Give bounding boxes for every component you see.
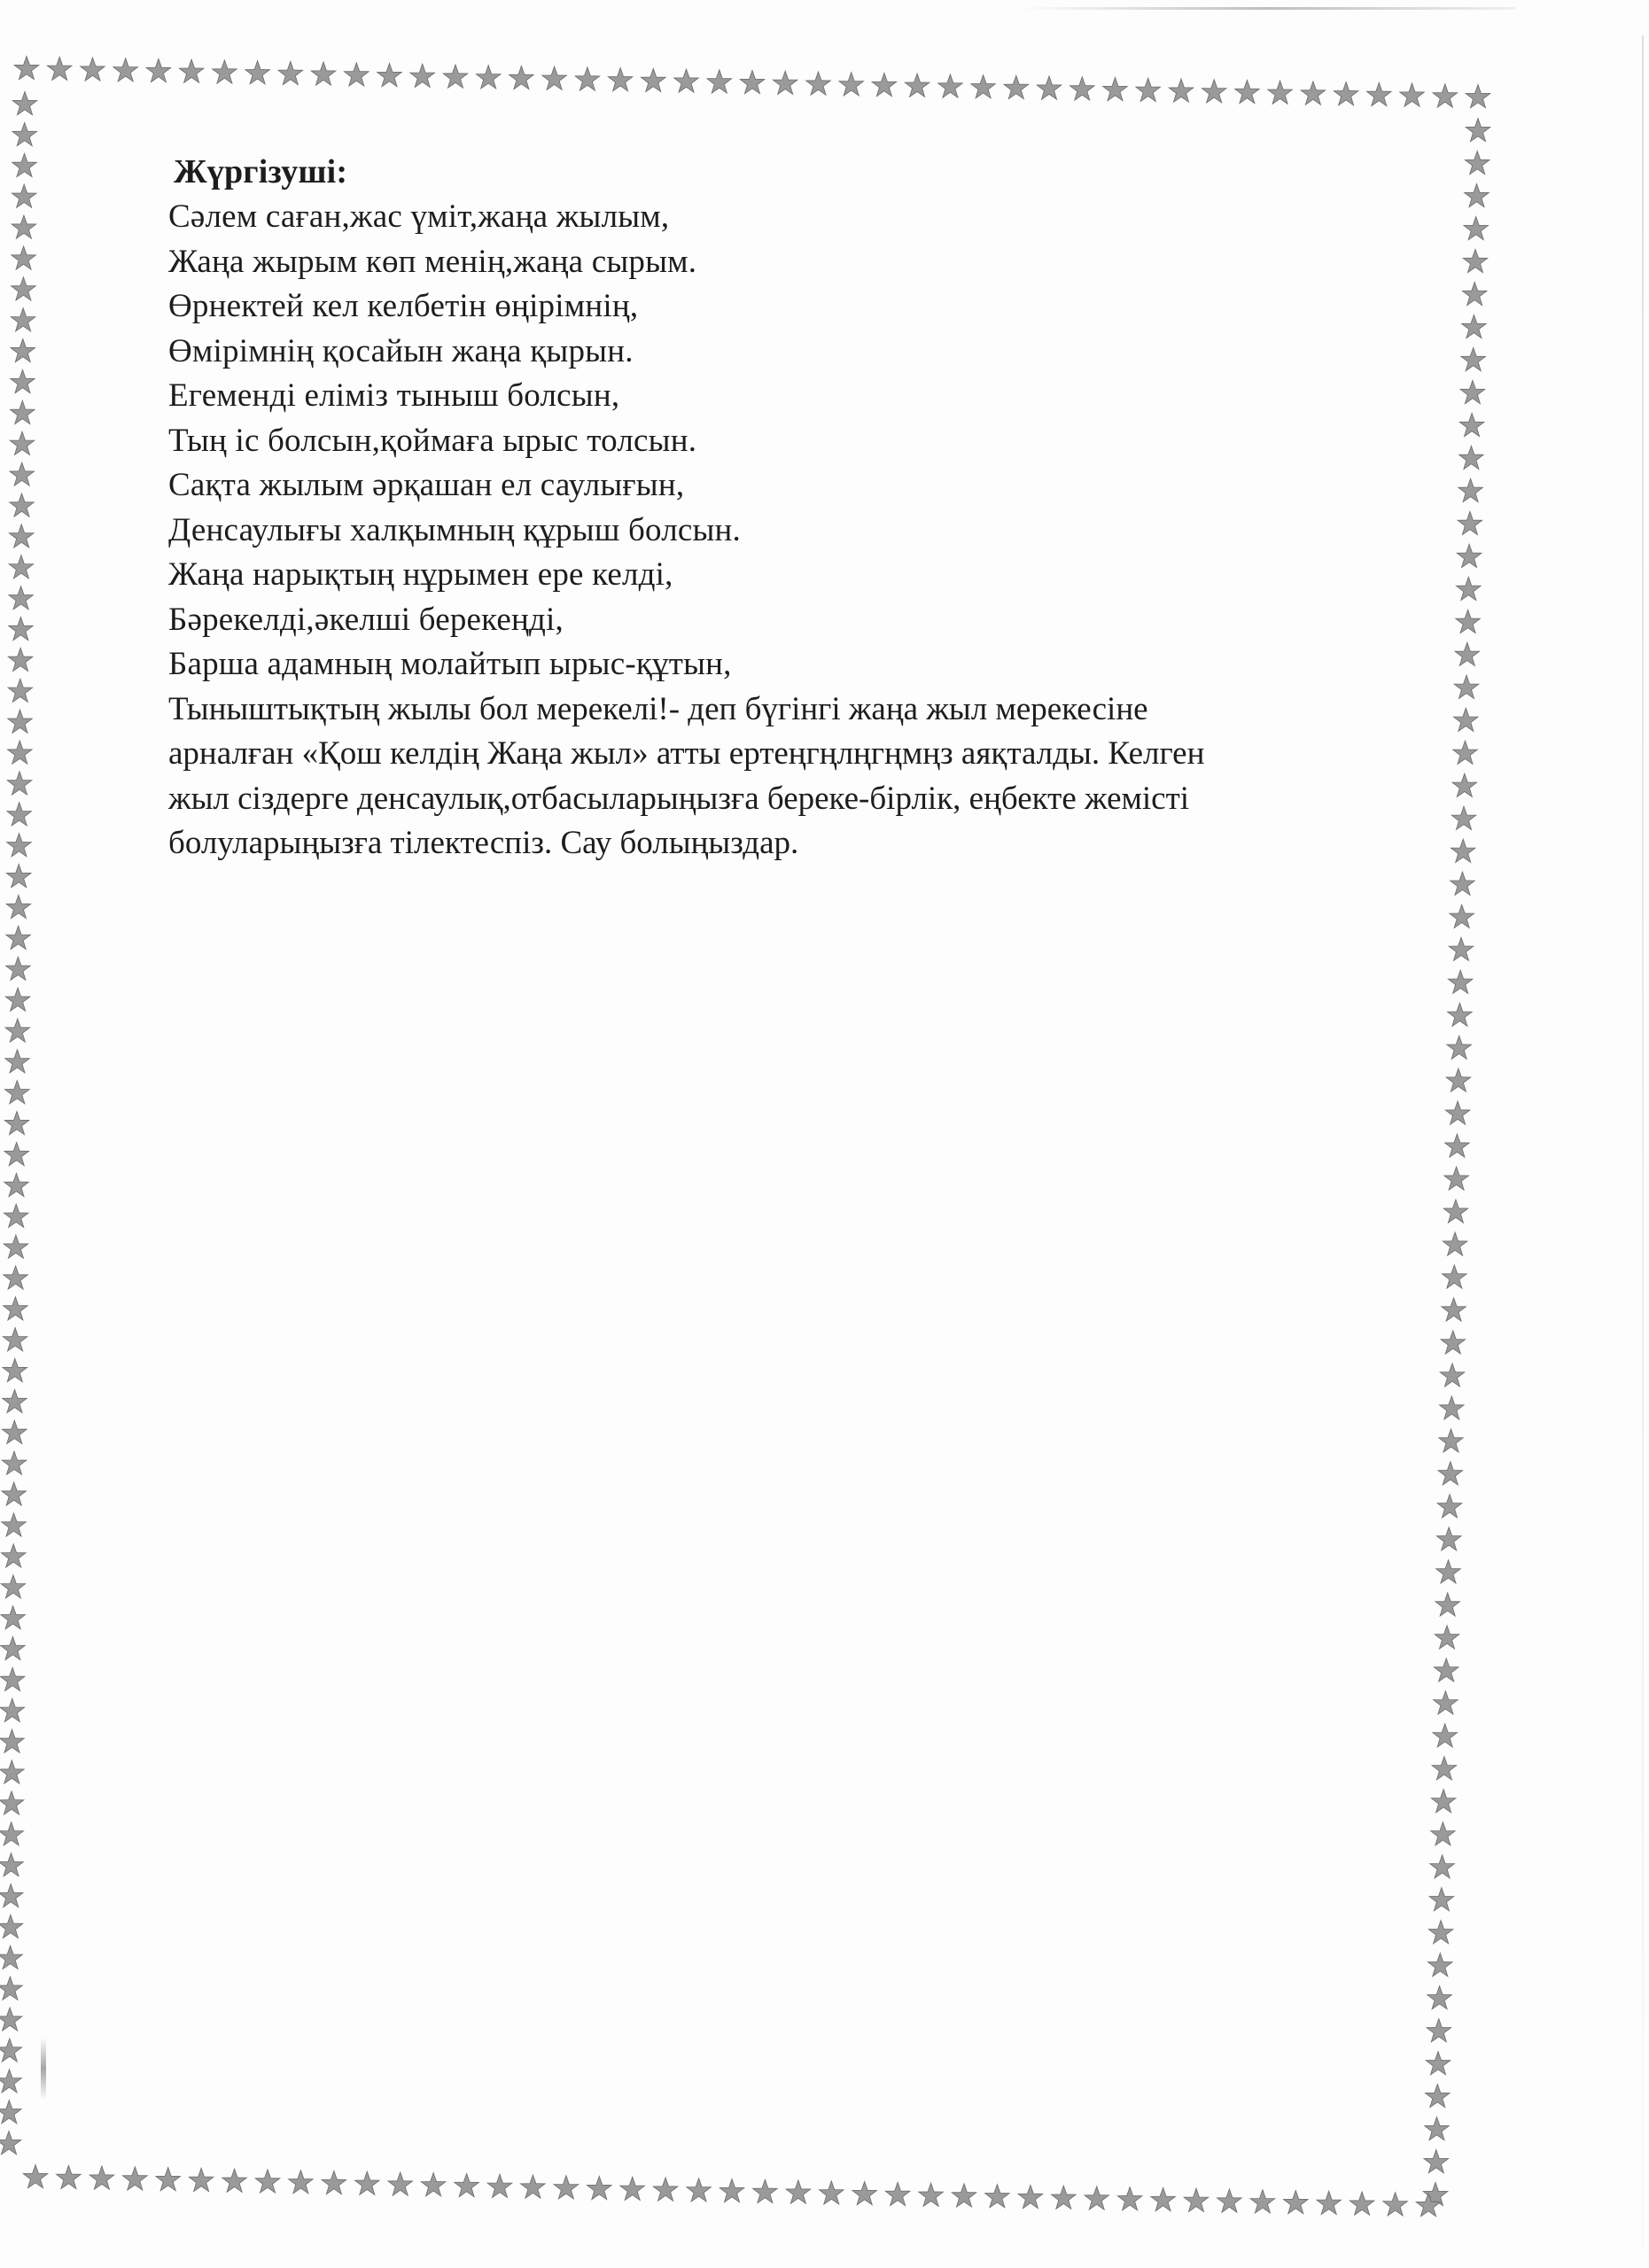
star-icon — [1334, 82, 1358, 105]
star-icon — [1136, 78, 1161, 101]
star-icon — [12, 184, 36, 207]
star-icon — [1, 1544, 26, 1567]
speaker-heading: Жүргізуші: — [174, 153, 348, 190]
star-icon — [1441, 1331, 1466, 1354]
star-icon — [11, 400, 35, 423]
star-icon — [1445, 1101, 1470, 1124]
star-icon — [1444, 1167, 1469, 1190]
star-icon — [0, 2070, 21, 2093]
poem-line: Барша адамның молайтып ырыс-құтын, — [168, 646, 732, 682]
star-icon — [1151, 2187, 1176, 2210]
star-icon — [6, 865, 31, 888]
star-icon — [12, 277, 36, 300]
star-icon — [0, 1667, 25, 1690]
star-icon — [938, 74, 963, 97]
star-icon — [971, 75, 996, 98]
star-icon — [3, 1359, 27, 1382]
star-icon — [1433, 84, 1458, 107]
star-icon — [952, 2184, 976, 2207]
star-icon — [10, 493, 35, 517]
star-icon — [0, 1791, 24, 1814]
star-icon — [1465, 184, 1490, 207]
star-icon — [9, 524, 34, 548]
star-icon — [1462, 315, 1487, 338]
star-icon — [1450, 905, 1474, 928]
star-icon — [1454, 675, 1479, 698]
star-icon — [0, 1729, 24, 1752]
star-icon — [1452, 773, 1477, 796]
star-icon — [9, 617, 34, 640]
star-icon — [1426, 2085, 1451, 2108]
star-icon — [687, 2179, 712, 2202]
poem-line: Өрнектей кел келбетін өңірімнің, — [168, 288, 639, 324]
star-icon — [4, 1235, 28, 1258]
star-icon — [2, 1451, 27, 1474]
star-icon — [1456, 610, 1481, 633]
star-icon — [8, 679, 33, 702]
star-icon — [322, 2171, 346, 2194]
star-icon — [707, 70, 732, 93]
star-icon — [5, 1050, 30, 1073]
star-icon — [3, 1420, 27, 1443]
star-icon — [1455, 642, 1480, 665]
star-icon — [1451, 839, 1475, 862]
star-icon — [1284, 2191, 1309, 2214]
star-icon — [0, 1946, 22, 1969]
star-icon — [1427, 1986, 1452, 2009]
star-icon — [0, 1884, 23, 1907]
star-icon — [4, 1142, 29, 1165]
star-icon — [1440, 1363, 1465, 1386]
star-icon — [5, 1019, 30, 1042]
star-icon — [0, 1915, 23, 1938]
star-icon — [620, 2177, 645, 2200]
star-icon — [81, 58, 105, 81]
star-icon — [1460, 380, 1485, 403]
star-icon — [377, 64, 402, 87]
star-icon — [642, 68, 666, 91]
star-icon — [1454, 708, 1479, 731]
star-icon — [4, 1173, 29, 1196]
star-icon — [0, 1760, 24, 1783]
star-icon — [1448, 970, 1473, 993]
star-icon — [1443, 1232, 1467, 1255]
poem-line: Тың іс болсын,қоймаға ырыс толсын. — [168, 422, 697, 459]
star-icon — [753, 2179, 778, 2202]
star-icon — [345, 63, 369, 86]
star-icon — [885, 2182, 910, 2205]
star-icon — [1434, 1658, 1458, 1682]
star-icon — [1436, 1560, 1461, 1583]
star-icon — [455, 2173, 479, 2196]
star-icon — [311, 62, 336, 85]
star-icon — [839, 73, 864, 96]
star-icon — [1443, 1200, 1468, 1223]
star-icon — [1457, 577, 1482, 600]
star-icon — [1448, 1003, 1473, 1026]
star-icon — [113, 58, 138, 82]
star-icon — [443, 65, 468, 88]
star-icon — [1431, 1822, 1456, 1845]
star-icon — [0, 2039, 22, 2062]
closing-line: Тыныштықтың жылы бол мерекелі!- деп бүгінгі жаңа жыл мерекесіне — [168, 690, 1148, 727]
star-icon — [674, 69, 699, 92]
star-icon — [9, 555, 34, 579]
star-icon — [852, 2182, 877, 2205]
star-icon — [554, 2176, 579, 2199]
poem-line: Сақта жылым әрқашан ел саулығын, — [168, 467, 685, 503]
poem-text — [168, 195, 1391, 687]
star-icon — [0, 2008, 22, 2031]
star-icon — [487, 2174, 512, 2197]
star-icon — [4, 1297, 28, 1320]
star-icon — [179, 59, 204, 82]
star-icon — [1301, 82, 1326, 105]
star-icon — [1367, 82, 1392, 105]
star-icon — [1451, 872, 1475, 895]
star-icon — [1426, 2052, 1451, 2075]
star-icon — [8, 648, 33, 671]
star-icon — [1425, 2117, 1450, 2140]
star-icon — [1465, 151, 1490, 175]
star-icon — [587, 2177, 612, 2200]
star-icon — [12, 92, 37, 115]
closing-paragraph — [168, 687, 1391, 866]
star-icon — [0, 2101, 21, 2124]
star-icon — [1350, 2192, 1374, 2215]
star-icon — [872, 73, 897, 96]
star-icon — [123, 2167, 148, 2190]
poem-line: Жаңа жырым көп менің,жаңа сырым. — [168, 243, 697, 280]
star-icon — [1429, 1888, 1454, 1911]
star-icon — [1184, 2188, 1209, 2211]
star-icon — [806, 72, 831, 95]
star-icon — [1430, 1855, 1455, 1878]
star-icon — [12, 122, 37, 145]
star-icon — [521, 2175, 546, 2198]
star-icon — [1436, 1527, 1461, 1550]
star-icon — [1463, 249, 1488, 272]
star-icon — [1439, 1429, 1464, 1452]
star-icon — [1442, 1298, 1466, 1321]
star-icon — [1435, 1626, 1459, 1649]
star-icon — [1438, 1462, 1463, 1485]
star-icon — [245, 61, 270, 84]
star-icon — [820, 2181, 844, 2204]
star-icon — [1085, 2186, 1109, 2210]
star-icon — [1169, 79, 1194, 102]
star-icon — [1458, 511, 1482, 534]
poem-line: Өмірімнің қосайын жаңа қырын. — [168, 332, 634, 369]
poem-line: Бәрекелді,әкелші берекеңді, — [168, 601, 564, 638]
star-icon — [289, 2171, 314, 2194]
star-icon — [1459, 413, 1484, 436]
closing-line: болуларыңызға тілектеспіз. Сау болыңыздар. — [168, 825, 799, 861]
star-icon — [985, 2185, 1010, 2208]
star-icon — [5, 1081, 30, 1104]
star-icon — [2, 1482, 27, 1505]
star-icon — [1458, 478, 1483, 501]
star-icon — [1435, 1593, 1460, 1616]
star-icon — [6, 926, 31, 949]
star-icon — [1317, 2191, 1342, 2214]
star-icon — [421, 2173, 446, 2196]
star-icon — [1070, 77, 1095, 100]
star-icon — [1432, 1757, 1457, 1780]
star-icon — [222, 2169, 247, 2192]
star-icon — [11, 339, 35, 362]
star-icon — [388, 2172, 413, 2195]
star-icon — [11, 369, 35, 392]
star-icon — [1447, 1036, 1472, 1059]
star-icon — [1461, 347, 1486, 370]
star-icon — [4, 1112, 29, 1135]
star-icon — [1037, 76, 1062, 99]
star-icon — [575, 67, 600, 90]
star-icon — [1117, 2187, 1142, 2210]
star-icon — [1440, 1396, 1465, 1419]
star-icon — [11, 308, 35, 331]
star-icon — [0, 1853, 23, 1876]
star-icon — [156, 2168, 181, 2191]
poem-line: Сәлем саған,жас үміт,жаңа жылым, — [168, 198, 670, 235]
star-icon — [1446, 1068, 1471, 1091]
star-icon — [905, 74, 930, 97]
star-icon — [2, 1513, 27, 1536]
poem-line: Жаңа нарықтың нұрымен ере келді, — [168, 556, 673, 593]
star-icon — [47, 57, 72, 80]
star-icon — [10, 431, 35, 454]
star-icon — [8, 710, 33, 733]
star-icon — [1457, 544, 1482, 567]
star-icon — [1437, 1495, 1462, 1518]
star-icon — [542, 66, 567, 89]
star-icon — [1103, 78, 1128, 101]
star-icon — [1250, 2190, 1275, 2213]
poem-line: Денсаулығы халқымның құрыш болсын. — [168, 511, 742, 548]
star-icon — [6, 957, 31, 980]
star-icon — [355, 2171, 380, 2194]
star-icon — [4, 1204, 28, 1227]
star-icon — [57, 2165, 82, 2188]
star-icon — [3, 1389, 27, 1412]
poem-line: Егеменді еліміз тыныш болсын, — [168, 377, 620, 414]
star-icon — [12, 153, 37, 176]
star-icon — [1451, 806, 1476, 829]
star-icon — [278, 61, 303, 84]
star-icon — [14, 57, 39, 80]
star-icon — [1459, 446, 1484, 469]
star-icon — [1453, 741, 1478, 764]
star-icon — [146, 58, 171, 82]
star-icon — [1, 1606, 26, 1629]
star-icon — [1431, 1790, 1456, 1813]
star-icon — [1268, 81, 1293, 104]
star-icon — [10, 462, 35, 485]
document-body — [168, 151, 1391, 866]
star-icon — [740, 71, 765, 94]
star-icon — [1018, 2185, 1043, 2208]
star-icon — [6, 895, 31, 918]
star-icon — [0, 1822, 23, 1845]
star-icon — [1445, 1134, 1470, 1157]
star-icon — [1052, 2186, 1077, 2209]
star-icon — [3, 1328, 27, 1351]
star-icon — [7, 834, 32, 857]
star-icon — [1462, 282, 1487, 305]
star-icon — [5, 988, 30, 1011]
star-icon — [1, 1575, 26, 1598]
star-icon — [1466, 119, 1490, 142]
star-icon — [1202, 80, 1226, 103]
star-icon — [1443, 1265, 1467, 1288]
star-icon — [1428, 1953, 1453, 1977]
star-icon — [7, 803, 32, 826]
star-icon — [255, 2170, 280, 2193]
star-icon — [1464, 217, 1489, 240]
star-icon — [1235, 80, 1260, 103]
star-icon — [1217, 2189, 1242, 2212]
star-icon — [189, 2168, 214, 2191]
star-icon — [773, 71, 797, 94]
star-icon — [213, 60, 237, 83]
star-icon — [9, 586, 34, 610]
star-icon — [1449, 937, 1474, 960]
closing-line: арналған «Қош келдің Жаңа жыл» атты ертеңгңлңгңмңз аяқталды. Келген — [168, 735, 1205, 772]
star-icon — [7, 772, 32, 795]
star-icon — [12, 246, 36, 269]
closing-line: жыл сіздерге денсаулық,отбасыларыңызға береке-бірлік, еңбекте жемісті — [168, 780, 1190, 817]
star-icon — [4, 1266, 28, 1289]
star-icon — [719, 2179, 744, 2202]
star-icon — [1466, 85, 1490, 108]
star-icon — [476, 66, 501, 89]
star-icon — [410, 64, 435, 87]
star-icon — [0, 1698, 25, 1721]
star-icon — [1427, 2019, 1451, 2042]
star-icon — [12, 215, 36, 238]
star-icon — [23, 2165, 48, 2188]
star-icon — [1004, 75, 1029, 98]
star-icon — [0, 2132, 21, 2155]
star-icon — [509, 66, 534, 89]
star-icon — [1383, 2193, 1408, 2216]
star-icon — [1424, 2150, 1449, 2173]
star-icon — [919, 2183, 944, 2206]
star-icon — [1428, 1921, 1453, 1944]
star-icon — [1433, 1724, 1458, 1747]
star-icon — [1, 1636, 26, 1659]
star-icon — [653, 2178, 678, 2201]
star-icon — [1434, 1691, 1458, 1714]
star-icon — [786, 2180, 811, 2203]
star-icon — [0, 1977, 22, 2000]
star-icon — [608, 68, 633, 91]
star-icon — [8, 741, 33, 764]
star-icon — [89, 2166, 114, 2189]
star-icon — [1400, 83, 1425, 106]
